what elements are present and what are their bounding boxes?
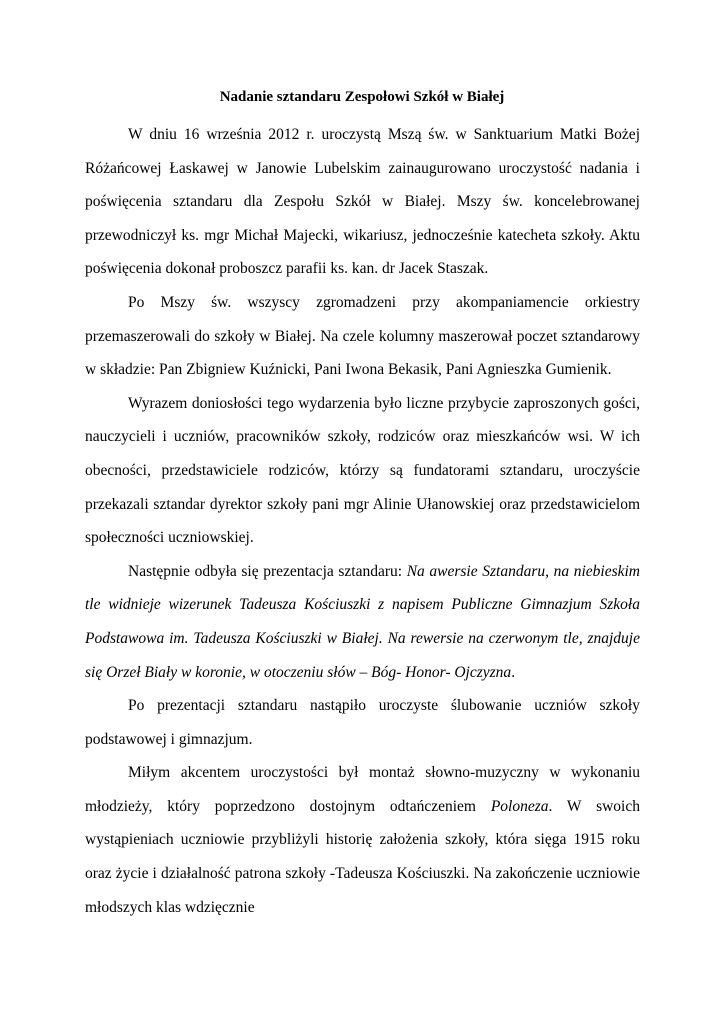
paragraph-performance [85,756,640,924]
polonaise-text: Poloneza [490,797,549,815]
banner-presentation-intro: Następnie odbyła się prezentacja sztandaru: [128,562,407,580]
paragraph-handover: Wyrazem doniosłości tego wydarzenia było liczne przybycie zaproszonych gości, nauczycieli i uczniów, pracowników szkoły, rodziców oraz mieszkańców wsi. W ich obecności, przedstawiciele rodziców, którzy są fundatorami sztandaru, uroczyście przekazali sztandar dyrektor szkoły pani mgr Alinie Ułanowskiej oraz przedstawicielom społeczności uczniowskiej. [85,394,640,547]
banner-presentation-end: . [511,663,516,681]
performance-intro: Miłym akcentem uroczystości był montaż słowno-muzyczny w wykonaniu młodzieży, który poprzedzono dostojnym odtańczeniem [85,764,640,815]
document-body [85,118,640,924]
paragraph-banner-presentation [85,555,640,689]
paragraph-mass: W dniu 16 września 2012 r. uroczystą Mszą św. w Sanktuarium Matki Bożej Różańcowej Łaskawej w Janowie Lubelskim zainaugurowano uroczystość nadania i poświęcenia sztandaru dla Zespołu Szkół w Białej. Mszy św. koncelebrowanej przewodniczył ks. mgr Michał Majecki, wikariusz, jednocześnie katecheta szkoły. Aktu poświęcenia dokonał proboszcz parafii ks. kan. dr Jacek Staszak. [85,126,640,278]
banner-description: Na awersie Sztandaru, na niebieskim tle widnieje wizerunek Tadeusza Kościuszki z napisem Publiczne Gimnazjum Szkoła Podstawowa im. Tadeusza Kościuszki w Białej. Na rewersie na czerwonym tle, znajduje się Orzeł Biały w koronie, w otoczeniu słów – Bóg- Honor- Ojczyzna [85,562,640,681]
performance-rest: . W swoich wystąpieniach uczniowie przybliżyli historię założenia szkoły, która sięga 1915 roku oraz życie i działalność patrona szkoły -Tadeusza Kościuszki. Na zakończenie uczniowie młodszych klas wdzięcznie [85,797,640,916]
paragraph-procession: Po Mszy św. wszyscy zgromadzeni przy akompaniamencie orkiestry przemaszerowali do szkoły w Białej. Na czele kolumny maszerował poczet sztandarowy w składzie: Pan Zbigniew Kuźnicki, Pani Iwona Bekasik, Pani Agnieszka Gumienik. [85,293,640,379]
paragraph-oath: Po prezentacji sztandaru nastąpiło uroczyste ślubowanie uczniów szkoły podstawowej i gimnazjum. [85,697,640,748]
document-title: Nadanie sztandaru Zespołowi Szkół w Białej [219,89,505,105]
